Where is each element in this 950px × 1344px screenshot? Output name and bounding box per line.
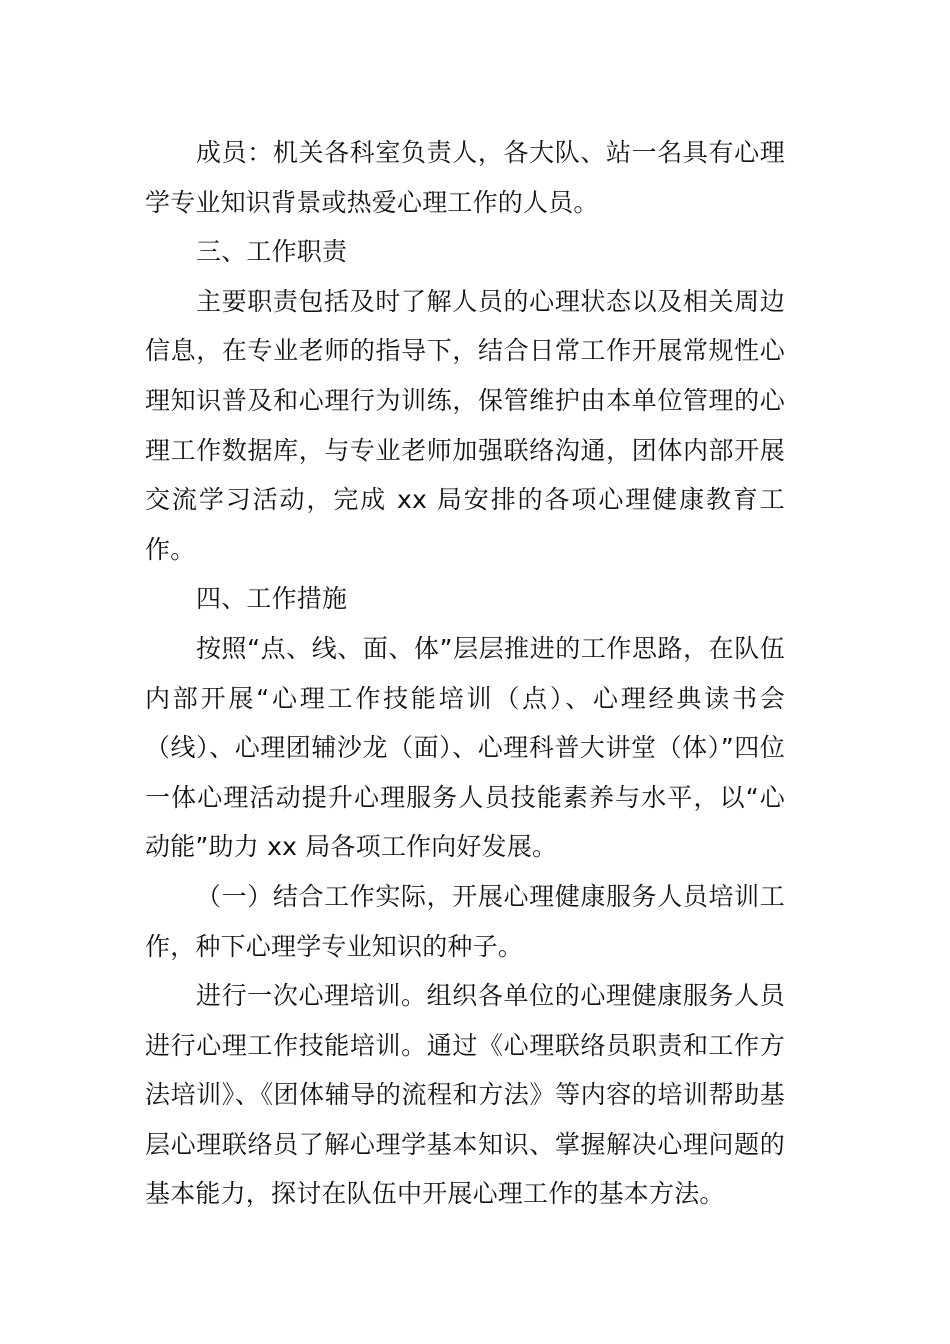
paragraph-training: 进行一次心理培训。组织各单位的心理健康服务人员进行心理工作技能培训。通过《心理联络员职责和工作方法培训》、《团体辅导的流程和方法》等内容的培训帮助基层心理联络员了解心理学基本知识、掌握解决心理问题的基本能力，探讨在队伍中开展心理工作的基本方法。 <box>145 981 785 1209</box>
paragraph-duties: 主要职责包括及时了解人员的心理状态以及相关周边信息，在专业老师的指导下，结合日常工作开展常规性心理知识普及和心理行为训练，保管维护由本单位管理的心理工作数据库，与专业老师加强联络沟通，团体内部开展交流学习活动，完成 xx 局安排的各项心理健康教育工作。 <box>145 286 785 564</box>
subsection-heading-training: （一）结合工作实际，开展心理健康服务人员培训工作，种下心理学专业知识的种子。 <box>145 881 785 961</box>
section-heading-duties: 三、工作职责 <box>196 237 348 267</box>
paragraph-measures: 按照“点、线、面、体”层层推进的工作思路，在队伍内部开展“心理工作技能培训（点）、心理经典读书会（线）、心理团辅沙龙（面）、心理科普大讲堂（体）”四位一体心理活动提升心理服务人员技能素养与水平，以“心动能”助力 xx 局各项工作向好发展。 <box>145 633 785 862</box>
section-heading-measures: 四、工作措施 <box>196 584 348 614</box>
document-body <box>145 128 785 1219</box>
paragraph-members: 成员：机关各科室负责人，各大队、站一名具有心理学专业知识背景或热爱心理工作的人员。 <box>145 138 785 217</box>
